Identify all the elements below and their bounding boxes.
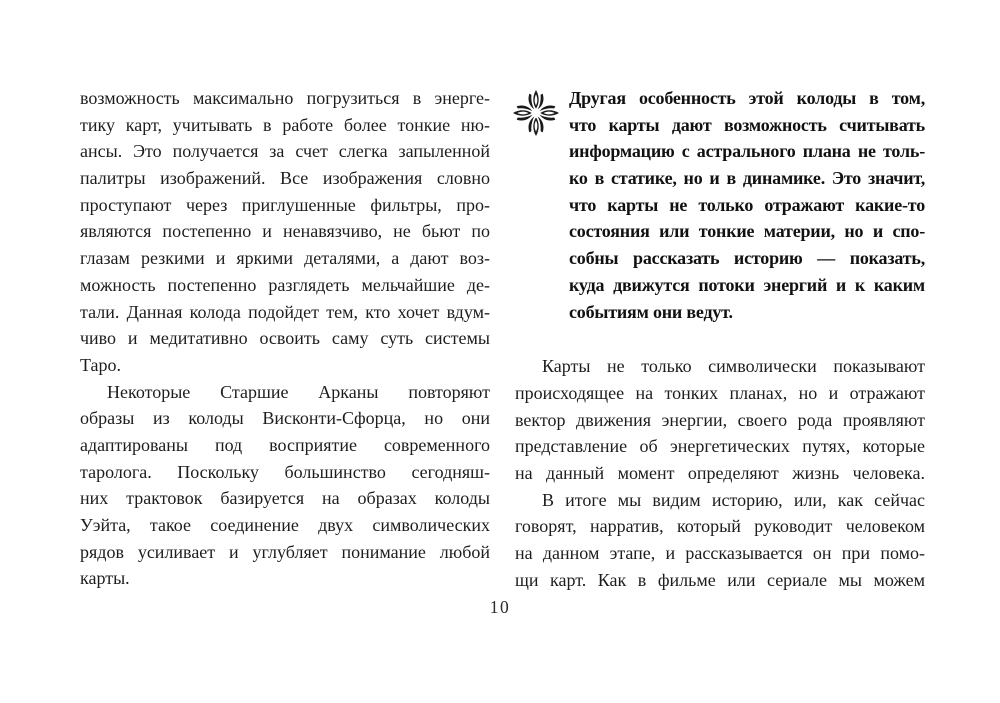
text-line: палитры изображений. Все изображения словно (80, 168, 490, 189)
text-line: Карты не только символически показывают (542, 356, 925, 377)
left-text-column (80, 85, 490, 592)
text-line: В итоге мы видим историю, или, как сейчас (542, 489, 925, 510)
fleuron-ornament-icon (512, 89, 560, 137)
text-line: проступают через приглушенные фильтры, про- (80, 194, 490, 215)
text-line: щи карт. Как в фильме или сериале мы можем (515, 569, 925, 590)
text-line: образы из колоды Висконти-Сфорца, но они (80, 408, 490, 429)
text-line: Уэйта, такое соединение двух символических (80, 515, 490, 535)
text-line: куда движутся потоки энергий и к каким (569, 274, 925, 295)
text-line: ансы. Это получается за счет слегка запыленной (80, 141, 490, 162)
text-line: собны рассказать историю — показать, (569, 248, 925, 269)
text-line: рядов усиливает и углубляет понимание любой (80, 541, 490, 562)
text-line: ко в статике, но и в динамике. Это значит, (569, 168, 925, 189)
text-line: информацию с астрального плана не толь- (569, 141, 925, 162)
text-line: на данном этапе, и рассказывается он при помо- (515, 543, 925, 563)
text-line: происходящее на тонких планах, но и отражают (515, 382, 925, 403)
text-line: тали. Данная колода подойдет тем, кто хочет вдум- (80, 301, 490, 322)
text-line: тику карт, учитывать в работе более тонкие ню- (80, 114, 490, 135)
text-line: на данный момент определяют жизнь человека. (515, 462, 925, 483)
text-line: что карты не только отражают какие-то (569, 194, 925, 215)
lead-paragraph (569, 85, 925, 325)
paragraph (80, 379, 490, 593)
right-text-column (515, 85, 925, 593)
text-line: Другая особенность этой колоды в том, (569, 88, 925, 108)
text-line: чиво и медитативно освоить саму суть системы (80, 328, 490, 349)
text-line: можность постепенно разглядеть мельчайшие де- (80, 274, 490, 295)
text-line: адаптированы под восприятие современного (80, 434, 490, 455)
text-line: вектор движения энергии, своего рода проявляют (515, 409, 925, 430)
lead-paragraph-block (515, 85, 925, 325)
text-line: событиям они ведут. (569, 301, 733, 322)
page-number: 10 (489, 597, 511, 617)
text-line: говорят, нарратив, который руководит человеком (515, 516, 925, 537)
text-line: являются постепенно и ненавязчиво, не бьют по (80, 221, 490, 242)
paragraph-continues-next-page (515, 487, 925, 594)
text-line: глазам резкими и яркими деталями, а дают воз- (80, 248, 490, 269)
text-line: карты. (80, 568, 130, 589)
text-line: них трактовок базируется на образах колоды (80, 488, 490, 509)
text-line: что карты дают возможность считывать (569, 114, 925, 135)
text-line: возможность максимально погрузиться в энерге- (80, 88, 490, 108)
text-line: Некоторые Старшие Арканы повторяют (107, 381, 490, 402)
text-line: Таро. (80, 354, 122, 375)
text-line: состояния или тонкие материи, но и спо- (569, 221, 925, 242)
paragraph-continuation (80, 85, 490, 379)
paragraph (515, 353, 925, 486)
text-line: представление об энергетических путях, которые (515, 436, 925, 457)
text-line: таролога. Поскольку большинство сегодняш- (80, 461, 490, 482)
